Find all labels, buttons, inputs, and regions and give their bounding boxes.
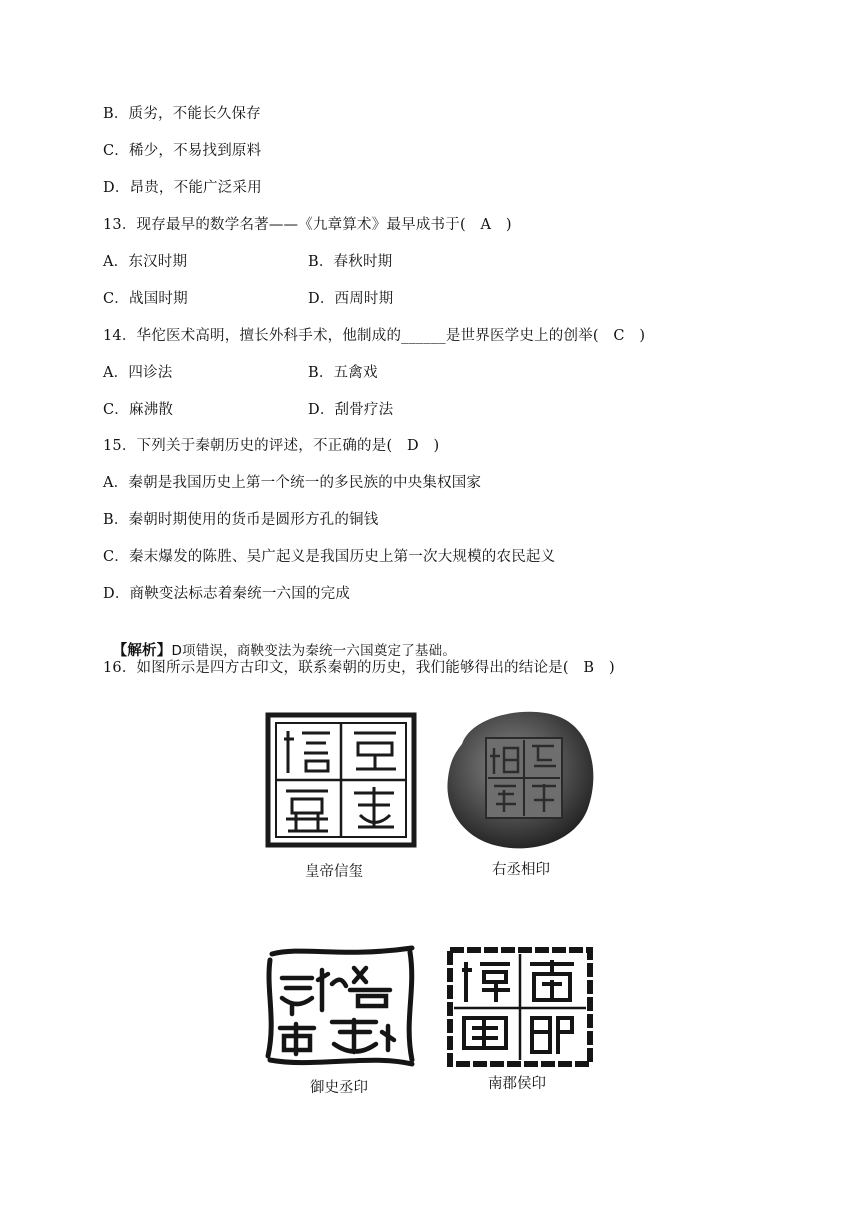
question-15-stem: 15．下列关于秦朝历史的评述，不正确的是( D ) xyxy=(103,438,440,454)
question-15-option-c: C．秦末爆发的陈胜、吴广起义是我国历史上第一次大规模的农民起义 xyxy=(103,549,556,565)
question-12-option-b: B．质劣，不能长久保存 xyxy=(103,106,261,122)
question-15-option-d: D．商鞅变法标志着秦统一六国的完成 xyxy=(103,586,351,602)
analysis-tag: 【解析】 xyxy=(112,642,172,659)
question-15-option-a: A．秦朝是我国历史上第一个统一的多民族的中央集权国家 xyxy=(103,475,482,491)
seal-image-youchengxiang-yin xyxy=(442,704,598,854)
question-15-option-b: B．秦朝时期使用的货币是圆形方孔的铜钱 xyxy=(103,512,379,528)
question-13-option-c: C．战国时期 xyxy=(103,291,188,307)
question-12-option-d: D．昂贵，不能广泛采用 xyxy=(103,180,262,196)
question-14-option-d: D．刮骨疗法 xyxy=(308,402,394,418)
seal-caption: 南郡侯印 xyxy=(488,1076,546,1092)
seal-caption: 皇帝信玺 xyxy=(305,864,363,880)
seal-image-huangdi-xinxi xyxy=(262,709,420,851)
question-12-option-c: C．稀少，不易找到原料 xyxy=(103,143,262,159)
question-13-option-a: A．东汉时期 xyxy=(103,254,188,270)
question-14-stem: 14．华佗医术高明，擅长外科手术，他制成的______是世界医学史上的创举( C ) xyxy=(103,328,646,344)
question-14-option-a: A．四诊法 xyxy=(103,365,173,381)
question-14-option-c: C．麻沸散 xyxy=(103,402,174,418)
seal-image-nanjun-houyin xyxy=(444,944,596,1070)
seal-caption: 右丞相印 xyxy=(492,862,550,878)
seal-caption: 御史丞印 xyxy=(310,1080,368,1096)
analysis-line xyxy=(103,621,456,661)
question-13-stem: 13．现存最早的数学名著——《九章算术》最早成书于( A ) xyxy=(103,217,512,233)
question-13-option-d: D．西周时期 xyxy=(308,291,394,307)
analysis-text: D项错误，商鞅变法为秦统一六国奠定了基础。 xyxy=(171,643,457,659)
question-13-option-b: B．春秋时期 xyxy=(308,254,393,270)
question-16-stem: 16．如图所示是四方古印文，联系秦朝的历史，我们能够得出的结论是( B ) xyxy=(103,660,615,676)
seal-image-yushi-chengyin xyxy=(262,940,418,1072)
question-14-option-b: B．五禽戏 xyxy=(308,365,378,381)
